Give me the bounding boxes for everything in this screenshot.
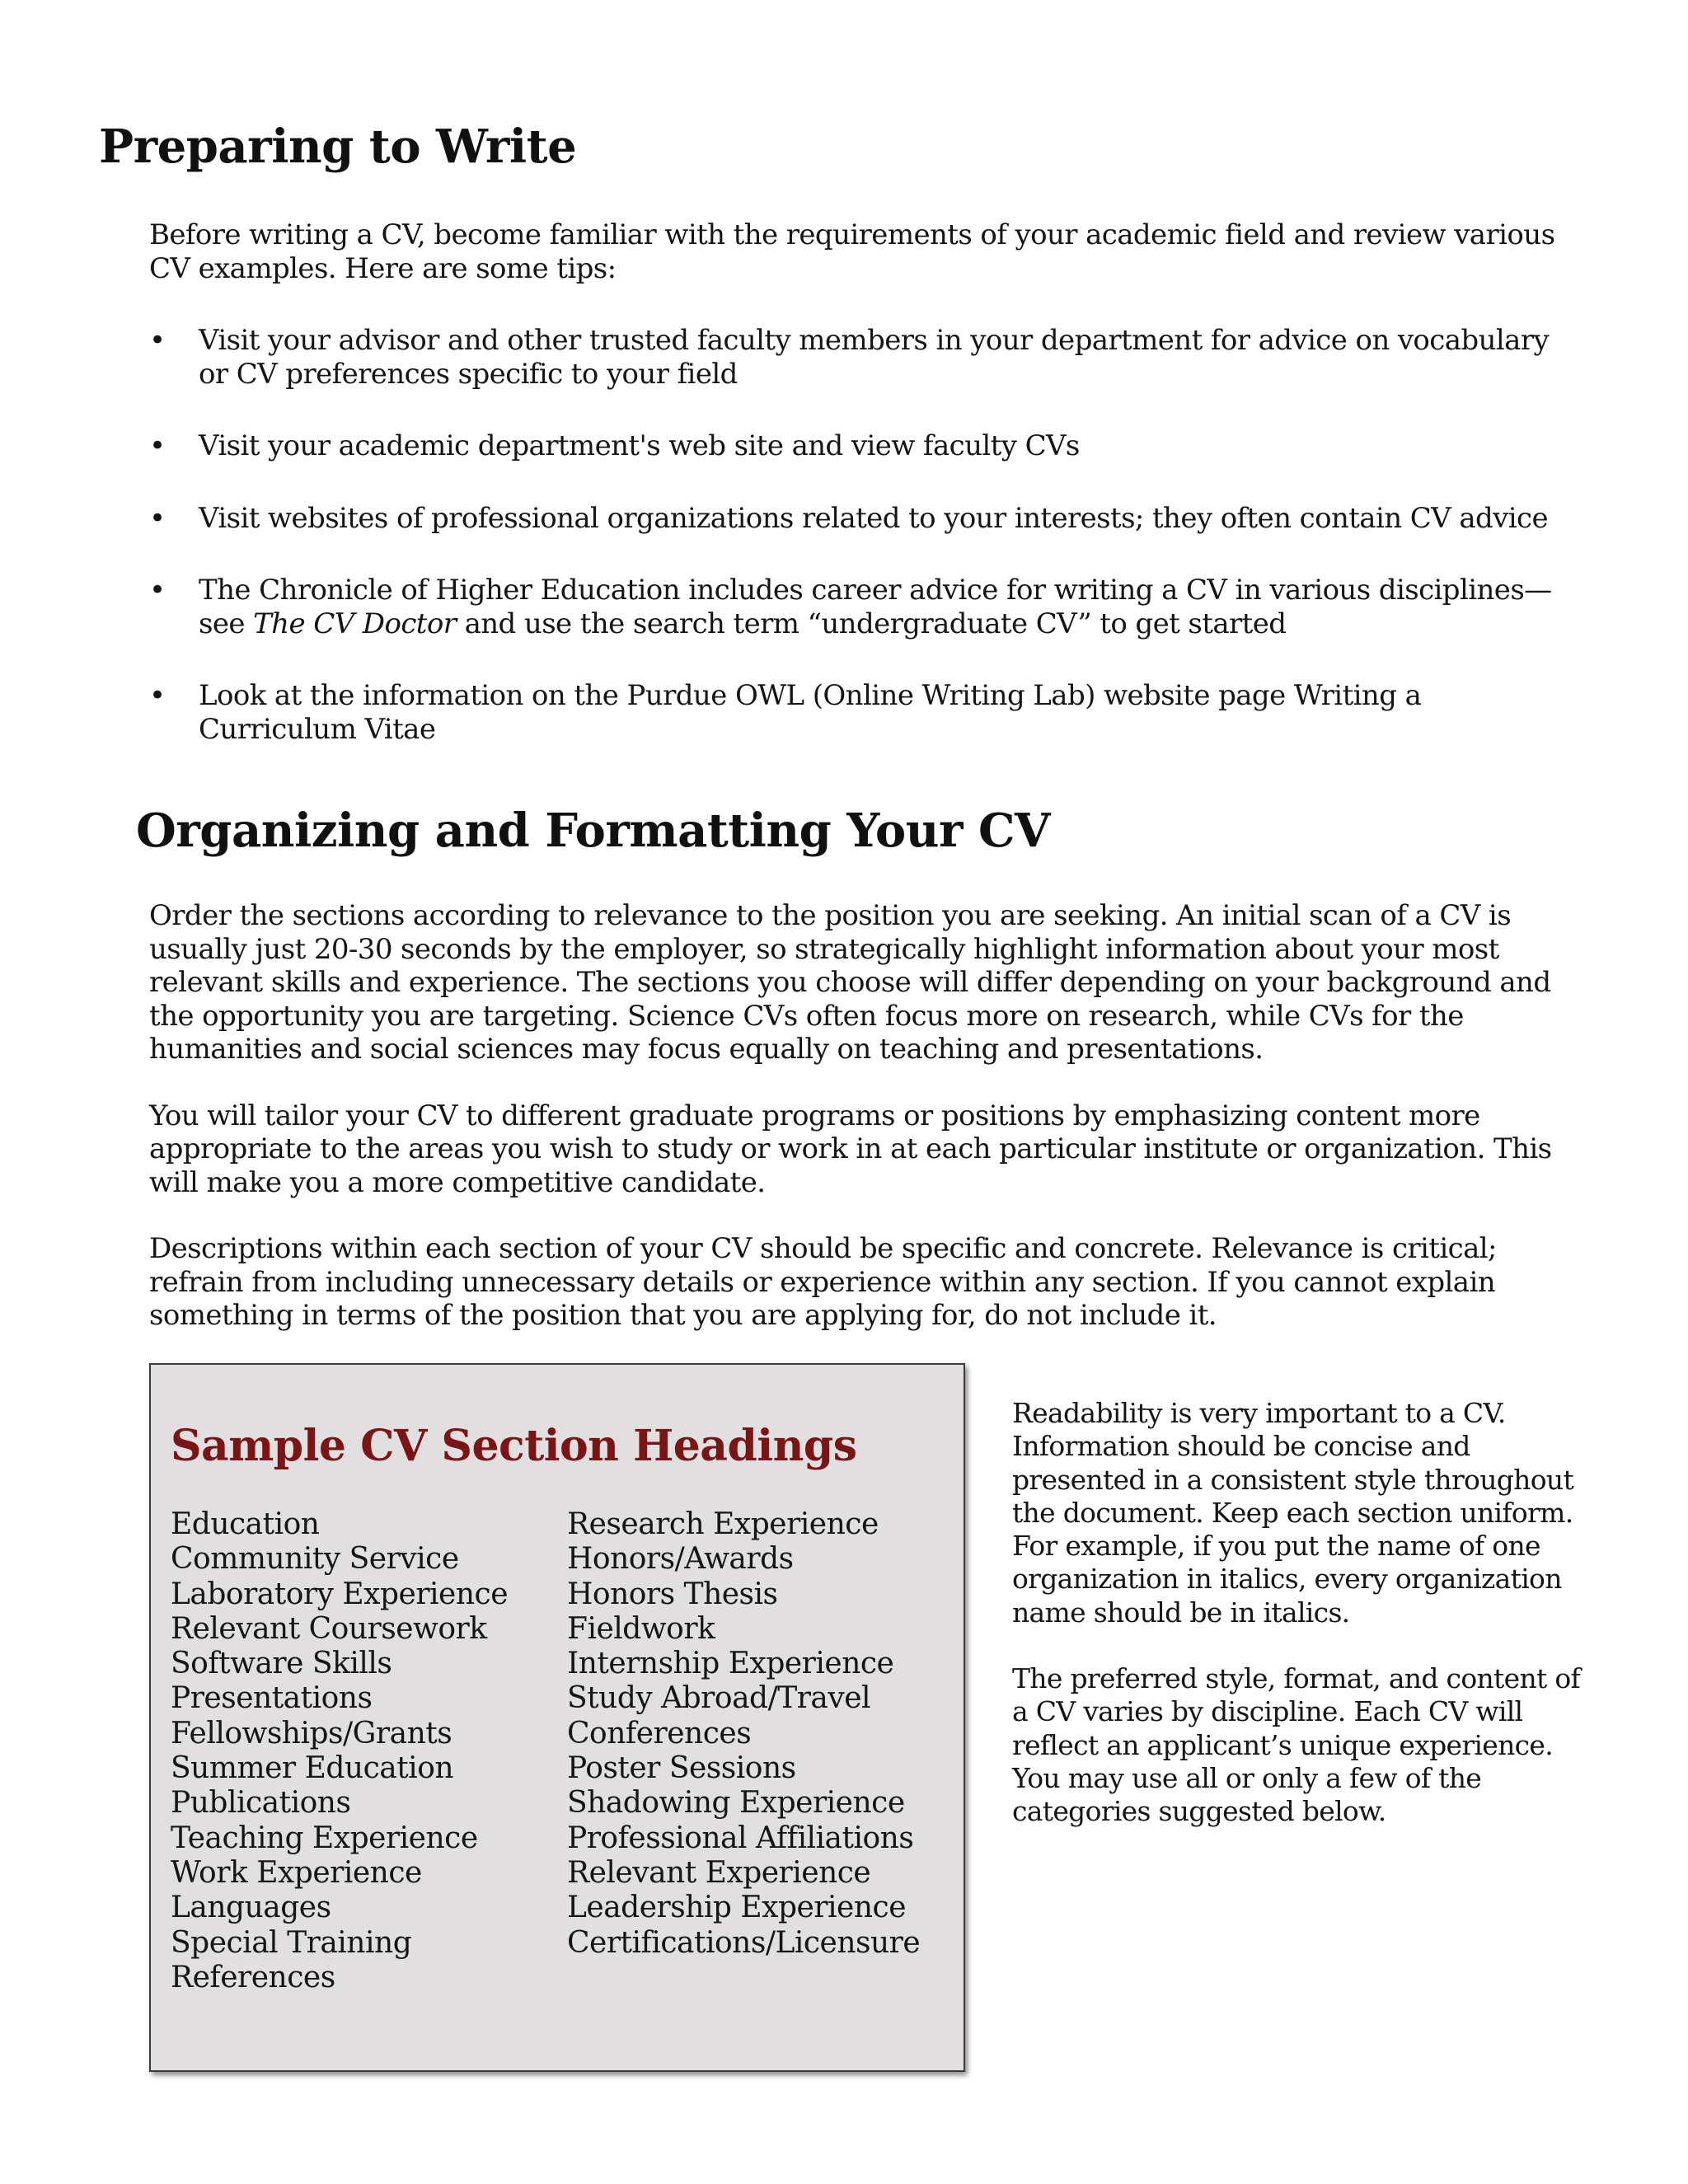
list-item: Relevant Coursework xyxy=(171,1611,487,1646)
list-item: Special Training xyxy=(171,1925,412,1960)
section-title-preparing: Preparing to Write xyxy=(99,120,577,174)
headings-right-column xyxy=(567,1507,920,1961)
list-item: Study Abroad/Travel xyxy=(567,1681,871,1716)
tip-text-tail: and use the search term “undergraduate CV” to get started xyxy=(456,607,1287,640)
cv-doctor-title: The CV Doctor xyxy=(253,607,457,640)
list-item: Professional Affiliations xyxy=(567,1821,914,1855)
paragraph: You will tailor your CV to different graduate programs or positions by emphasizing content more appropriate to the areas you wish to study or work in at each particular institute or organization. This will make you a more competitive candidate. xyxy=(149,1099,1552,1199)
list-item: Publications xyxy=(171,1786,351,1821)
list-item: Teaching Experience xyxy=(171,1821,478,1855)
bullet-icon: • xyxy=(149,501,166,535)
list-item: Honors/Awards xyxy=(567,1542,794,1577)
list-item: Relevant Experience xyxy=(567,1855,871,1890)
paragraph: The preferred style, format, and content of a CV varies by discipline. Each CV will reflect an applicant’s unique experience. You may use all or only a few of the categories suggested below. xyxy=(1012,1662,1581,1828)
list-item: References xyxy=(171,1960,335,1994)
paragraph: Descriptions within each section of your CV should be specific and concrete. Relevance is critical; refrain from including unnecessary details or experience within any section. If you cannot explain something in terms of the position that you are applying for, do not include it. xyxy=(149,1232,1497,1332)
organizing-paragraphs xyxy=(149,899,1583,1366)
list-item: Presentations xyxy=(171,1681,373,1716)
tip-text: Visit your advisor and other trusted faculty members in your department for advice on vocabulary or CV preferences specific to your field xyxy=(199,324,1550,391)
tip-text: Look at the information on the Purdue OWL (Online Writing Lab) website page Writing a Curriculum Vitae xyxy=(199,679,1422,746)
bullet-icon: • xyxy=(149,679,166,712)
paragraph: Readability is very important to a CV. Information should be concise and presented in a consistent style throughout the document. Keep each section uniform. For example, if you put the name of one organization in italics, every organization name should be in italics. xyxy=(1012,1397,1574,1629)
headings-left-column xyxy=(171,1507,508,1995)
paragraph: Order the sections according to relevance to the position you are seeking. An initial scan of a CV is usually just 20-30 seconds by the employer, so strategically highlight information about your most relevant skills and experience. The sections you choose will differ depending on your background and the opportunity you are targeting. Science CVs often focus more on research, while CVs for the humanities and social sciences may focus equally on teaching and presentations. xyxy=(149,899,1551,1066)
list-item xyxy=(149,679,1583,746)
list-item: Leadership Experience xyxy=(567,1891,907,1925)
list-item: Software Skills xyxy=(171,1647,392,1681)
sample-box-title: Sample CV Section Headings xyxy=(171,1421,857,1471)
list-item: Certifications/Licensure xyxy=(567,1925,921,1960)
list-item: Community Service xyxy=(171,1542,459,1577)
sample-headings-box xyxy=(149,1363,965,2072)
list-item xyxy=(149,502,1583,536)
bullet-icon: • xyxy=(149,324,166,357)
tip-text: Visit your academic department's web site and view faculty CVs xyxy=(199,429,1080,462)
readability-sidebar xyxy=(1012,1397,1597,1862)
preparing-intro: Before writing a CV, become familiar with the requirements of your academic field and review various CV examples. Here are some tips: xyxy=(149,218,1555,285)
list-item: Fellowships/Grants xyxy=(171,1716,452,1750)
list-item: Honors Thesis xyxy=(567,1577,778,1611)
bullet-icon: • xyxy=(149,429,166,462)
section-title-organizing: Organizing and Formatting Your CV xyxy=(136,804,1050,858)
tips-list xyxy=(149,324,1583,785)
list-item: Languages xyxy=(171,1891,331,1925)
tip-text: The Chronicle of Higher Education includes career advice for writing a CV in various disciplines—see xyxy=(199,574,1552,640)
list-item: Conferences xyxy=(567,1716,752,1750)
list-item: Education xyxy=(171,1507,320,1541)
list-item: Summer Education xyxy=(171,1751,454,1786)
list-item xyxy=(149,574,1583,640)
list-item xyxy=(149,429,1583,463)
list-item: Fieldwork xyxy=(567,1611,715,1646)
list-item: Poster Sessions xyxy=(567,1751,796,1786)
bullet-icon: • xyxy=(149,574,166,607)
list-item: Internship Experience xyxy=(567,1647,894,1681)
tip-text: Visit websites of professional organizations related to your interests; they often contain CV advice xyxy=(199,501,1549,535)
list-item: Laboratory Experience xyxy=(171,1577,509,1611)
list-item: Work Experience xyxy=(171,1855,422,1890)
list-item: Research Experience xyxy=(567,1507,879,1541)
list-item: Shadowing Experience xyxy=(567,1786,905,1821)
list-item xyxy=(149,324,1583,391)
